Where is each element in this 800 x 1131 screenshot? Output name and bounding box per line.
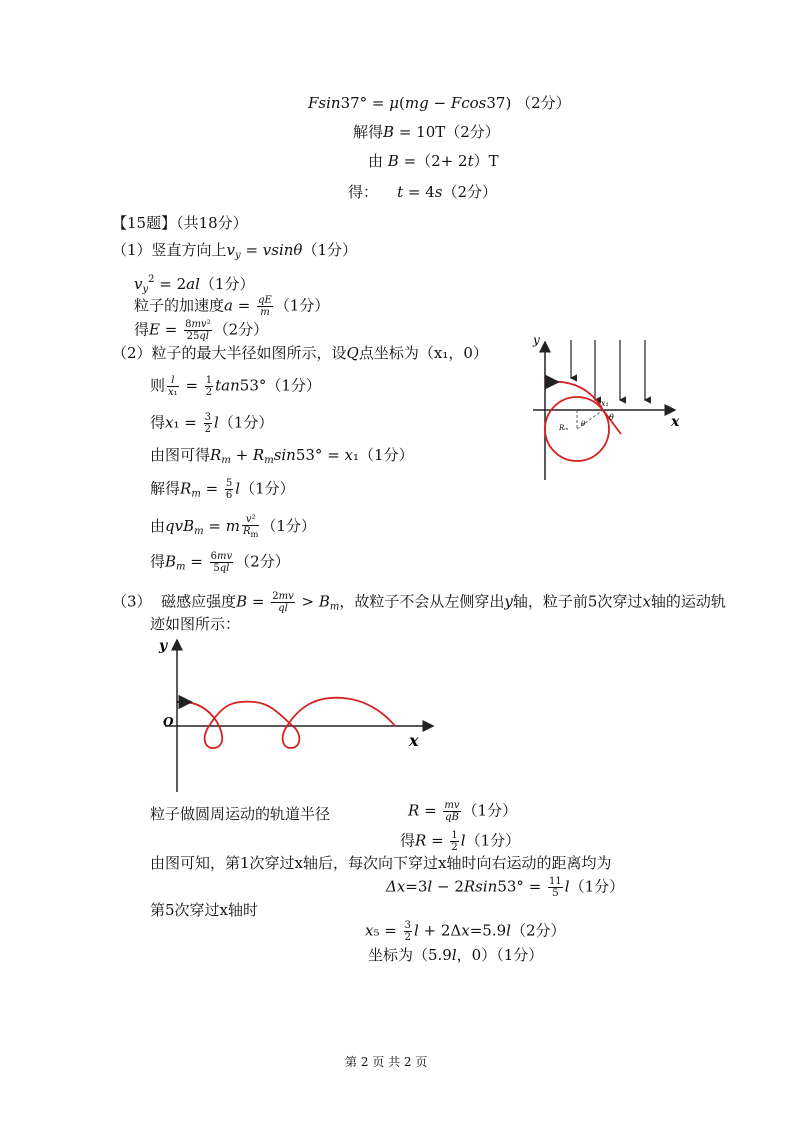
p1-line4: 得E = $\frac{\text{8mv²}}{25ql}$ （2分）	[134, 319, 269, 342]
d1-theta-label: θ	[609, 413, 614, 422]
eq-solve-b: 解得B = 10T（2分）	[353, 123, 500, 141]
page-footer: 第 2 页 共 2 页	[345, 1055, 428, 1069]
p3-radius-eq: R = $\frac{mv}{qB}$ （1分）	[408, 800, 518, 823]
p3-line1: （3） 磁感应强度B = $\frac{2mv}{ql}$ > $B_m$，故粒子不会从左侧穿出y轴，粒子前5次穿过x轴的运动轨	[112, 591, 726, 614]
p2-line6: 得$B_m$ = $\frac{6mv}{5ql}$ （2分）	[150, 551, 290, 574]
p2-line5: 由qvB$_m$ = m $\frac{\text{v²}}{R_m}$ （1分）	[150, 514, 316, 539]
p2-line3: 由图可得$R_m + R_m\sin 53^\circ = x_1(1$分）	[150, 446, 414, 466]
p2-line2: 得x₁ = $\frac{3}{2}$ l（1分）	[150, 412, 274, 435]
diagram-max-radius	[525, 330, 685, 490]
d1-rm-label: Rₘ	[559, 424, 569, 432]
q15-header: 【15题】（共18分）	[112, 214, 248, 232]
p3-line2: 迹如图所示：	[150, 615, 241, 633]
p1-line1: （1）竖直方向上$v_y = vsin\theta(1$分）	[112, 241, 358, 261]
p2-intro: （2）粒子的最大半径如图所示，设Q点坐标为（x₁，0）	[112, 344, 488, 362]
d1-theta2-label: θ	[581, 420, 586, 428]
p3-dx-eq: Δx=3l − 2Rsin53° = $\frac{11}{5}$ l（1分）	[386, 876, 625, 899]
d2-x-label: x	[409, 731, 419, 750]
p3-radius-text: 粒子做圆周运动的轨道半径	[150, 805, 331, 823]
d2-y-label: y	[159, 638, 168, 654]
p2-line4: 解得$R_m$ = $\frac{5}{6}$ l（1分）	[150, 478, 295, 501]
d2-o-label: O	[163, 715, 174, 729]
p3-r-result: 得R = $\frac{1}{2}$ l（1分）	[400, 830, 521, 853]
d1-x1-label: x₁	[601, 399, 609, 408]
eq-solve-t: 得： t = 4s（2分）	[348, 183, 498, 201]
d1-x-label: x	[671, 414, 680, 430]
p1-line3: 粒子的加速度a = $\frac{qE}{m}$ （1分）	[134, 295, 330, 318]
p1-line2: $v_y^2 = 2al(1$分）	[134, 274, 255, 295]
p3-known: 由图可知，第1次穿过x轴后，每次向下穿过x轴时向右运动的距离均为	[150, 854, 612, 872]
p3-x5-eq: x₅ = $\frac{3}{2}$ l + 2Δx=5.9l（2分）	[365, 920, 566, 943]
d1-y-label: y	[533, 333, 540, 347]
eq-force-balance: Fsin37° = μ(mg − Fcos37) （2分）	[308, 94, 571, 112]
p3-coord: 坐标为（5.9l，0）（1分）	[368, 946, 544, 964]
diagram-trajectory	[155, 630, 440, 800]
eq-b-of-t: 由 B =（2+ 2t）T	[368, 152, 499, 170]
p2-line1: 则 $\frac{l}{\text{x₁}}$ = $\frac{1}{2}$ tan53°（1分）	[150, 375, 321, 398]
p3-fifth: 第5次穿过x轴时	[150, 901, 259, 919]
